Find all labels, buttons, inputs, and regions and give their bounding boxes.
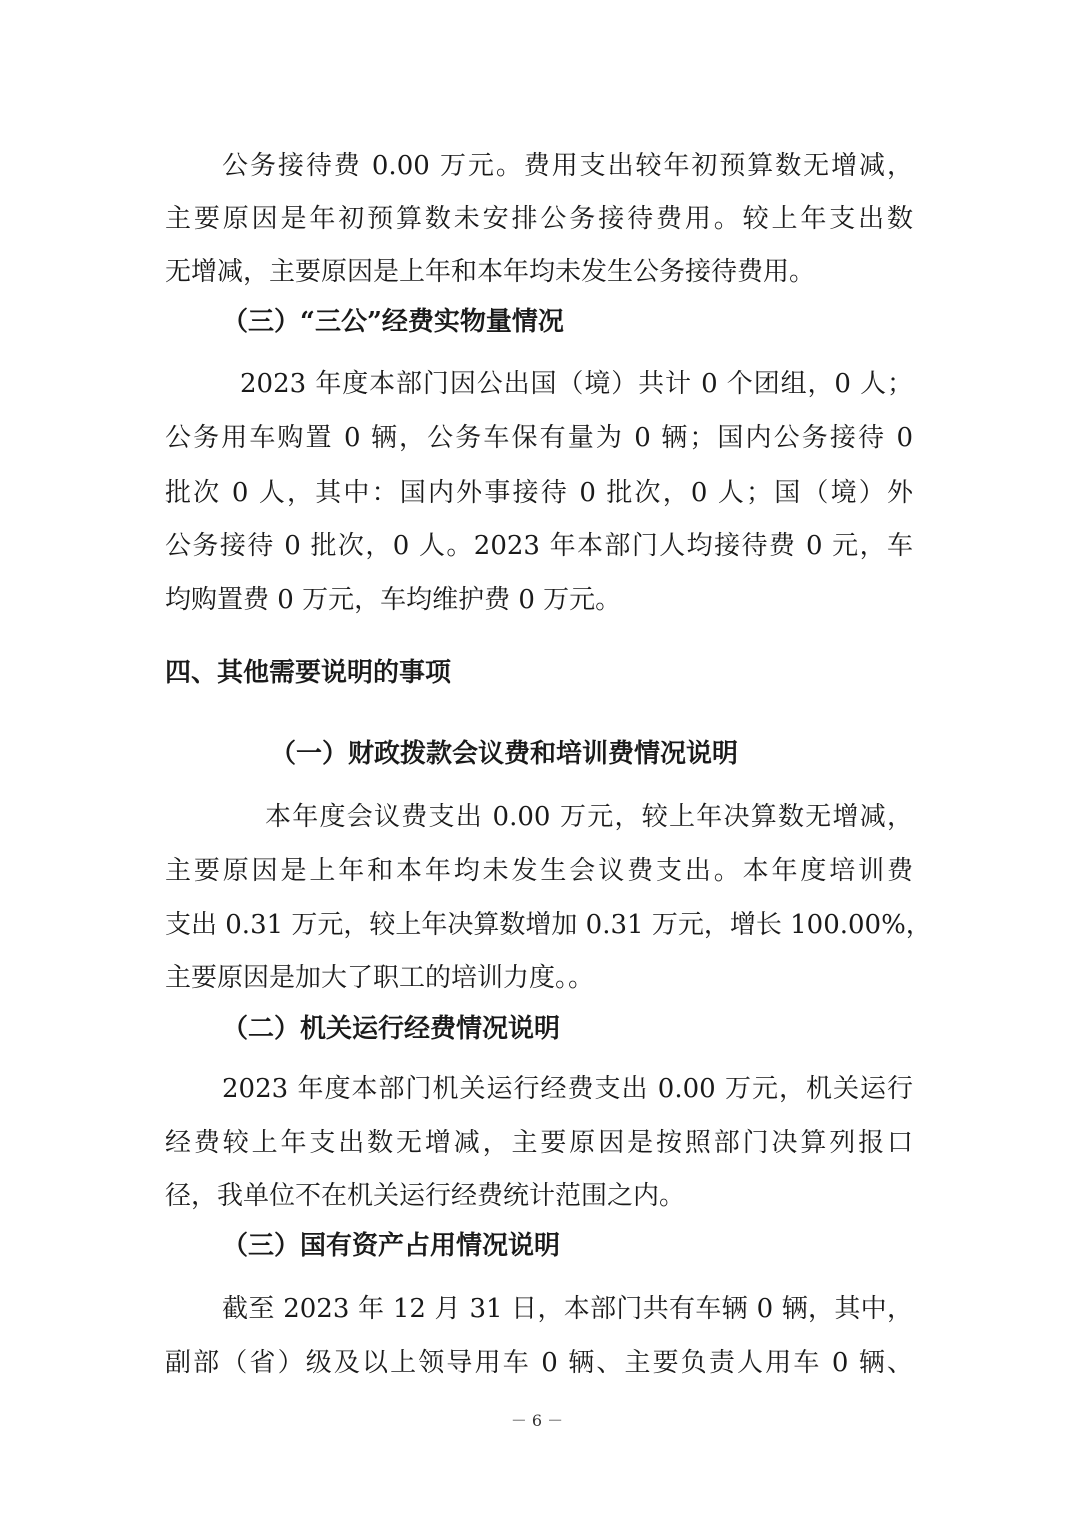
paragraph-line: 副部（省）级及以上领导用车 0 辆、主要负责人用车 0 辆、 [165,1348,913,1378]
paragraph-line: 主要原因是年初预算数未安排公务接待费用。较上年支出数 [165,204,913,234]
chapter-heading: 四、其他需要说明的事项 [165,658,452,688]
paragraph-line: 无增减，主要原因是上年和本年均未发生公务接待费用。 [165,257,816,287]
paragraph-line: 均购置费 0 万元，车均维护费 0 万元。 [165,585,622,615]
paragraph-line: 经费较上年支出数无增减，主要原因是按照部门决算列报口 [165,1128,913,1158]
paragraph-line: 支出 0.31 万元，较上年决算数增加 0.31 万元，增长 100.00%， [165,910,932,940]
paragraph-line: 主要原因是加大了职工的培训力度。。 [165,963,595,993]
section-heading: （一）财政拨款会议费和培训费情况说明 [270,739,739,769]
paragraph-line: 批次 0 人，其中：国内外事接待 0 批次，0 人；国（境）外 [165,478,913,508]
paragraph-line: 2023 年度本部门因公出国（境）共计 0 个团组，0 人； [240,369,913,399]
paragraph-line: 公务接待 0 批次，0 人。2023 年本部门人均接待费 0 元，车 [165,531,913,561]
paragraph-line: 径，我单位不在机关运行经费统计范围之内。 [165,1181,686,1211]
paragraph-line: 公务用车购置 0 辆，公务车保有量为 0 辆；国内公务接待 0 [165,423,913,453]
paragraph-line: 主要原因是上年和本年均未发生会议费支出。本年度培训费 [165,856,913,886]
paragraph-line: 2023 年度本部门机关运行经费支出 0.00 万元，机关运行 [222,1074,913,1104]
paragraph-line: 本年度会议费支出 0.00 万元，较上年决算数无增减， [265,802,913,832]
paragraph-line: 截至 2023 年 12 月 31 日，本部门共有车辆 0 辆，其中， [222,1294,913,1324]
section-heading: （二）机关运行经费情况说明 [222,1014,561,1044]
paragraph-line: 公务接待费 0.00 万元。费用支出较年初预算数无增减， [222,151,913,181]
page-number: － 6 － [510,1411,564,1430]
section-heading: （三）国有资产占用情况说明 [222,1231,561,1261]
section-heading: （三）“三公”经费实物量情况 [222,307,564,337]
